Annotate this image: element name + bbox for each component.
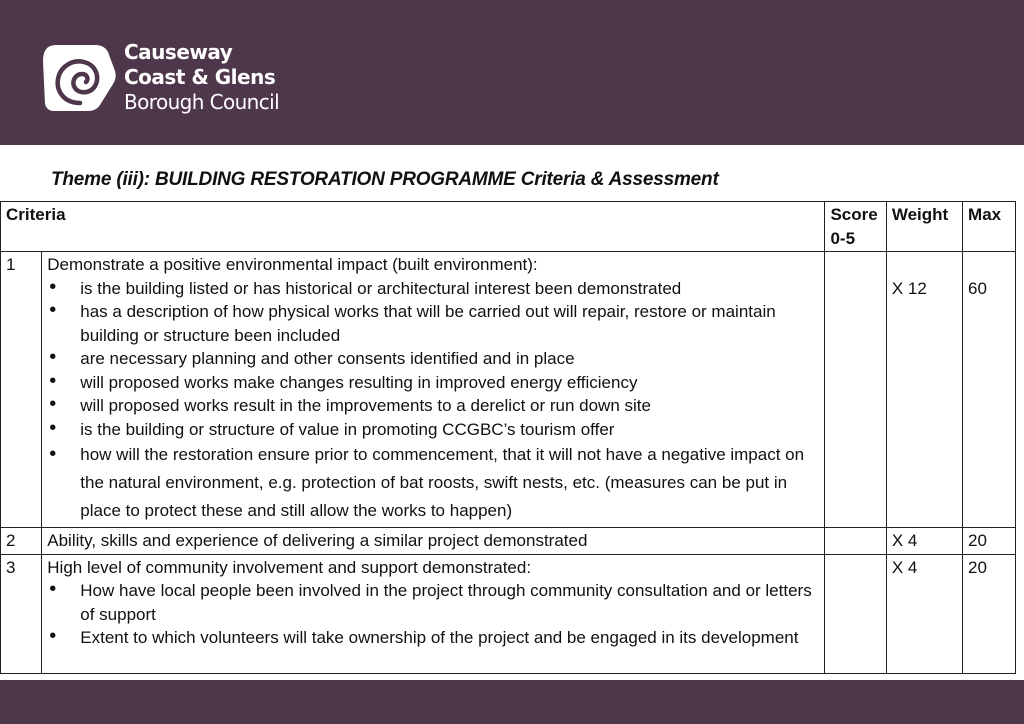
council-name-line1: Causeway [124,40,233,64]
list-item: • Extent to which volunteers will take ownership of the project and be engaged in its development [80,626,819,650]
weight-cell: X 4 [886,554,962,673]
list-item: • will proposed works result in the improvements to a derelict or run down site [80,394,819,418]
list-item: • are necessary planning and other consents identified and in place [80,347,819,371]
max-cell: 20 [963,554,1016,673]
header-criteria: Criteria [1,202,825,252]
table-header-row [1,202,1016,252]
header-band [0,0,1024,145]
score-cell [825,554,886,673]
score-cell [825,528,886,555]
council-name-line3: Borough Council [124,90,280,114]
weight-cell: X 4 [886,528,962,555]
weight-value: X 12 [891,279,927,298]
max-value: 60 [968,279,987,298]
council-logo [42,40,302,120]
row-number: 2 [1,528,42,555]
criteria-heading: High level of community involvement and support demonstrated: [47,557,532,577]
criteria-heading: Demonstrate a positive environmental impact (built environment): [47,255,538,274]
score-cell [825,252,886,528]
list-item: • is the building listed or has historical or architectural interest been demonstrated [80,277,819,301]
council-name-line2: Coast & Glens [124,65,276,89]
max-cell: 20 [963,528,1016,555]
council-name [124,40,279,115]
criteria-heading: Ability, skills and experience of delivering a similar project demonstrated [47,531,588,550]
table-row [1,528,1016,555]
criteria-cell [42,554,825,673]
list-item: • will proposed works make changes resulting in improved energy efficiency [80,371,819,395]
header-max: Max [963,202,1016,252]
criteria-cell [42,528,825,555]
criteria-bullet-list [47,277,819,526]
page-title: Theme (iii): BUILDING RESTORATION PROGRAMME Criteria & Assessment [51,169,719,190]
spiral-logo-icon [42,43,116,113]
list-item: • how will the restoration ensure prior to commencement, that it will not have a negative impact on the natural environment, e.g. protection of bat roosts, swift nests, etc. (measures can be put in place to protect these and still allow the works to happen) [80,441,819,525]
table-row [1,252,1016,528]
header-score: Score 0-5 [825,202,886,252]
row-number: 3 [1,554,42,673]
list-item: • How have local people been involved in the project through community consultation and or letters of support [80,579,819,626]
list-item: • is the building or structure of value in promoting CCGBC’s tourism offer [80,418,819,442]
table-row [1,554,1016,673]
row-number: 1 [1,252,42,528]
criteria-cell [42,252,825,528]
weight-cell [886,252,962,528]
criteria-bullet-list [47,579,819,650]
footer-band [0,680,1024,724]
list-item: • has a description of how physical works that will be carried out will repair, restore or maintain building or structure been included [80,300,819,347]
header-weight: Weight [886,202,962,252]
max-cell [963,252,1016,528]
criteria-table [0,201,1016,674]
